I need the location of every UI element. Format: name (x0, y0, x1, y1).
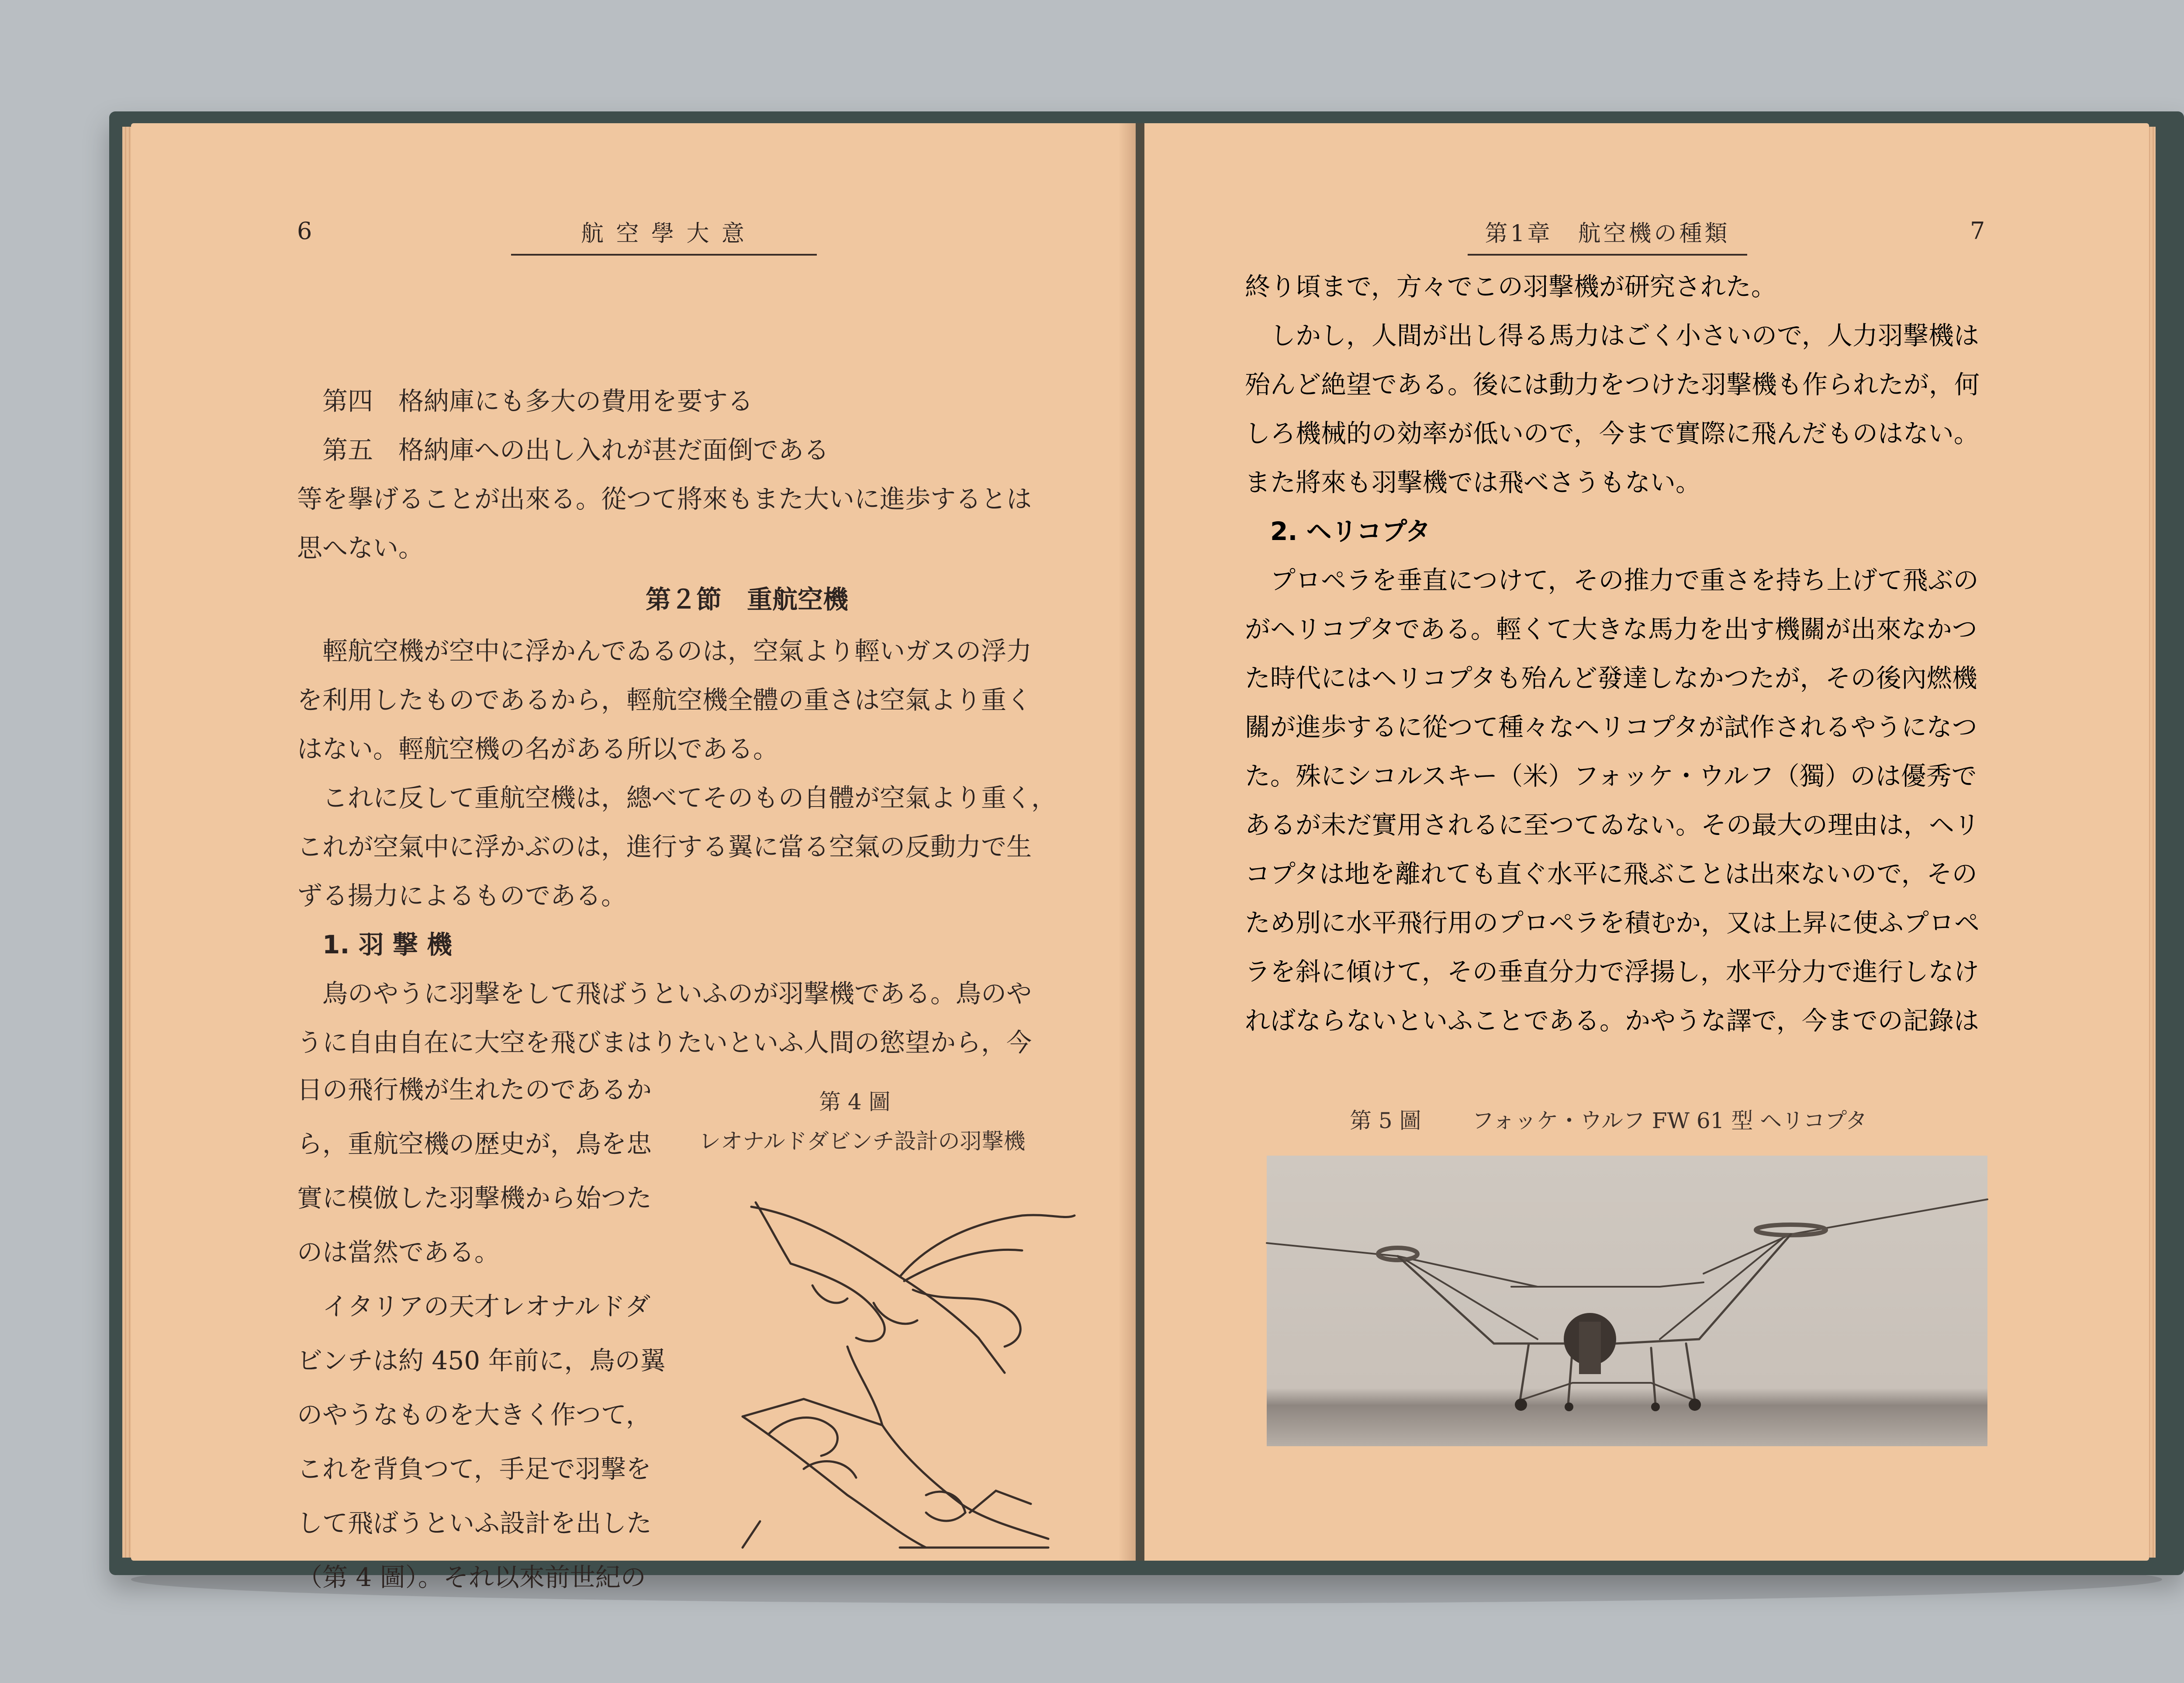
text-line: 輕航空機が空中に浮かんでゐるのは，空氣より輕いガスの浮力 (322, 636, 1032, 666)
subheading: 1. 羽 撃 機 (322, 930, 452, 959)
figure-5-label: 第 5 圖 (1350, 1108, 1421, 1133)
text-line: た時代にはヘリコプタも殆んど發達しなかつたが，その後內燃機 (1245, 663, 1977, 693)
text-line: しかし，人間が出し得る馬力はごく小さいので，人力羽撃機は (1270, 321, 1979, 350)
text-line: 思へない。 (297, 533, 424, 563)
text-line: はない。輕航空機の名がある所以である。 (297, 734, 779, 764)
text-line: 鳥のやうに羽撃をして飛ばうといふのが羽撃機である。鳥のや (322, 979, 1032, 1008)
section-heading: 第２節 重航空機 (645, 585, 848, 614)
text-line: のは當然である。 (297, 1237, 500, 1267)
running-head: 航 空 學 大 意 (511, 215, 817, 256)
text-line: 第四 格納庫にも多大の費用を要する (322, 386, 753, 416)
ornithopter-sketch (716, 1189, 1127, 1565)
figure-4-caption: レオナルドダビンチ設計の羽撃機 (699, 1129, 1026, 1154)
text-line: 殆んど絶望である。後には動力をつけた羽撃機も作られたが，何 (1245, 370, 1980, 399)
text-line: ラを斜に傾けて，その垂直分力で浮揚し，水平分力で進行しなけ (1245, 957, 1979, 987)
text-line: 等を擧げることが出來る。從つて將來もまた大いに進歩するとは (297, 484, 1032, 514)
text-line: がヘリコプタである。輕くて大きな馬力を出す機關が出來なかつ (1245, 614, 1977, 644)
text-line: 關が進歩するに從つて種々なヘリコプタが試作されるやうになつ (1245, 712, 1977, 742)
page-number: 7 (1970, 217, 1985, 245)
left-page (131, 123, 1136, 1592)
text-line: ずる揚力によるものである。 (297, 881, 627, 911)
text-line: これが空氣中に浮かぶのは，進行する翼に當る空氣の反動力で生 (297, 832, 1032, 862)
text-line: ればならないといふことである。かやうな譯で，今までの記錄は (1245, 1006, 1979, 1035)
text-line: 終り頃まで，方々でこの羽撃機が研究された。 (1245, 272, 1776, 301)
figure-5-caption: フォッケ・ウルフ FW 61 型 ヘリコプタ (1472, 1108, 1867, 1133)
text-line: ため別に水平飛行用のプロペラを積むか，又は上昇に使ふプロペ (1245, 908, 1980, 938)
text-line: （第 4 圖）。それ以來前世紀の (297, 1562, 646, 1592)
left-body-text (297, 377, 1197, 1067)
text-line: あるが未だ實用されるに至つてゐない。その最大の理由は，ヘリ (1245, 810, 1980, 840)
text-line: ビンチは約 450 年前に，鳥の翼 (297, 1346, 666, 1375)
text-line: を利用したものであるから，輕航空機全體の重さは空氣より重く (297, 685, 1032, 715)
text-line: 日の飛行機が生れたのであるか (297, 1075, 652, 1105)
subheading: 2. ヘリコプタ (1270, 516, 1431, 546)
left-narrow-column (297, 1063, 734, 1604)
text-line: して飛ばうといふ設計を出した (297, 1508, 652, 1538)
text-line: これを背負つて，手足で羽撃を (297, 1454, 651, 1484)
helicopter-photo (1267, 1156, 1987, 1446)
text-line: これに反して重航空機は，總べてそのもの自體が空氣より重く， (322, 783, 1057, 813)
text-line: 實に模倣した羽撃機から始つた (297, 1183, 652, 1213)
text-line: また將來も羽撃機では飛べさうもない。 (1245, 468, 1701, 497)
running-head: 第1章 航空機の種類 (1468, 215, 1747, 256)
text-line: た。殊にシコルスキー（米）フォッケ・ウルフ（獨）のは優秀で (1245, 761, 1977, 791)
text-line: うに自由自在に大空を飛びまはりたいといふ人間の慾望から，今 (297, 1028, 1032, 1057)
text-line: コプタは地を離れても直ぐ水平に飛ぶことは出來ないので，その (1245, 859, 1977, 889)
text-line: イタリアの天才レオナルドダ (322, 1292, 651, 1321)
right-body-text (1245, 262, 2140, 1045)
text-line: しろ機械的の効率が低いので，今まで實際に飛んだものはない。 (1245, 419, 1979, 448)
text-line: 第五 格納庫への出し入れが甚だ面倒である (322, 435, 829, 465)
figure-4-label: 第 4 圖 (819, 1089, 891, 1115)
text-line: ら，重航空機の歴史が，鳥を忠 (297, 1129, 652, 1159)
text-line: のやうなものを大きく作つて， (297, 1400, 651, 1430)
text-line: プロペラを垂直につけて，その推力で重さを持ち上げて飛ぶの (1270, 565, 1979, 595)
page-number: 6 (297, 217, 312, 245)
